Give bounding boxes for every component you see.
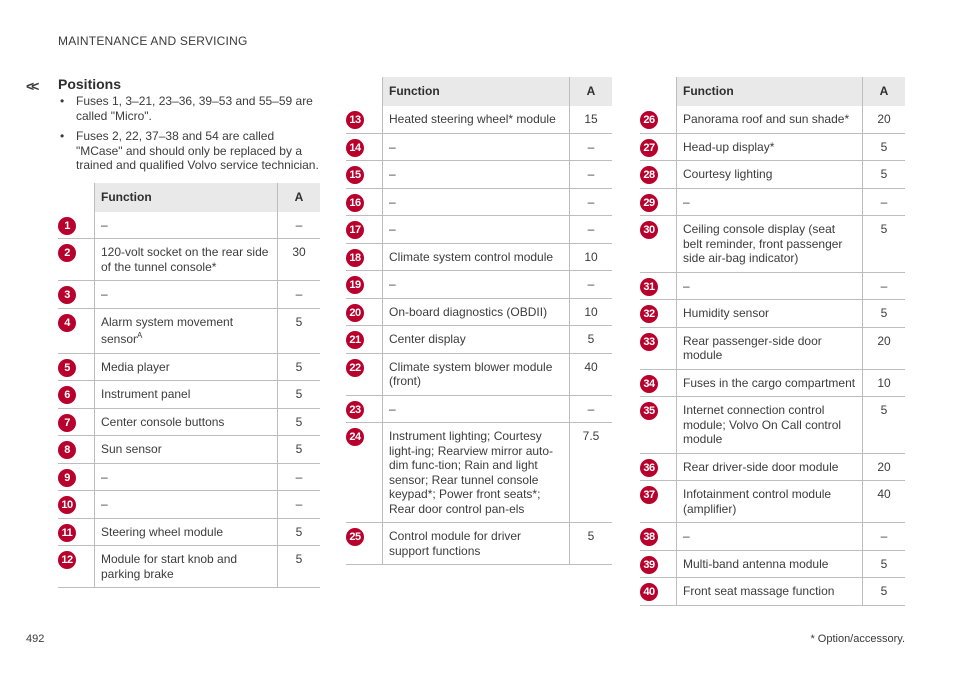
fuse-number-badge-icon: 17 [346, 221, 364, 239]
positions-bullets [58, 94, 320, 173]
function-text: Center console buttons [101, 414, 225, 429]
fuse-number-cell [640, 188, 677, 216]
amperage-cell: – [570, 271, 613, 299]
function-cell [677, 188, 863, 216]
fuse-number-cell [58, 353, 95, 381]
amperage-cell: 5 [570, 326, 613, 354]
function-text: Internet connection control module; Volvo On Call control module [683, 403, 842, 446]
fuse-number-cell [58, 491, 95, 519]
function-text: Heated steering wheel* module [389, 112, 556, 126]
function-text: Climate system control module [389, 249, 554, 264]
amperage-cell: 10 [570, 298, 613, 326]
function-cell [383, 133, 570, 161]
table-row [640, 397, 905, 454]
fuse-number-badge-icon: 33 [640, 333, 658, 351]
table-row [58, 463, 320, 491]
function-cell [95, 463, 278, 491]
bullet-item: • Fuses 2, 22, 37–38 and 54 are called "MCase" and should only be replaced by a trained and qualified Volvo service technician. [60, 129, 319, 172]
function-cell [383, 188, 570, 216]
fuse-number-badge-icon: 40 [640, 583, 658, 601]
table-row [640, 453, 905, 481]
amp-header: A [863, 77, 906, 106]
table-row [640, 216, 905, 273]
table-row [346, 161, 612, 189]
footnote: * Option/accessory. [810, 633, 905, 645]
function-cell [383, 298, 570, 326]
function-text: Rear driver-side door module [683, 459, 839, 474]
function-text: Rear passenger-side door module [683, 333, 822, 362]
table-row [58, 546, 320, 588]
bullet-icon: • [60, 129, 65, 143]
table-row [346, 216, 612, 244]
table-row [58, 353, 320, 381]
table-row [58, 239, 320, 281]
table-row [640, 161, 905, 189]
fuse-number-cell [640, 327, 677, 369]
amperage-cell: 40 [863, 481, 906, 523]
function-text: Head-up display* [683, 139, 775, 154]
column-3 [640, 77, 905, 606]
function-cell [383, 106, 570, 133]
function-text: – [101, 287, 108, 301]
function-header: Function [677, 77, 863, 106]
fuse-number-badge-icon: 36 [640, 459, 658, 477]
function-cell [95, 239, 278, 281]
fuse-number-badge-icon: 19 [346, 276, 364, 294]
function-text: Instrument panel [101, 387, 191, 401]
function-text: – [101, 469, 108, 484]
amperage-cell: 5 [278, 308, 321, 353]
function-text: Center display [389, 332, 466, 346]
function-cell [677, 216, 863, 273]
table-row [58, 281, 320, 309]
fuse-number-cell [58, 436, 95, 464]
function-text: – [101, 217, 108, 232]
fuse-number-badge-icon: 15 [346, 166, 364, 184]
number-header [640, 77, 677, 106]
function-text: Module for start knob and parking brake [101, 552, 238, 581]
function-cell [95, 281, 278, 309]
amperage-cell: – [863, 188, 906, 216]
table-row [346, 523, 612, 565]
amperage-cell: – [570, 216, 613, 244]
fuse-number-badge-icon: 26 [640, 111, 658, 129]
table-row [58, 381, 320, 409]
amperage-cell: 5 [278, 408, 321, 436]
page-number: 492 [26, 633, 45, 645]
table-row [346, 326, 612, 354]
function-text: Media player [101, 359, 170, 374]
fuse-number-badge-icon: 24 [346, 428, 364, 446]
amperage-cell: 5 [278, 381, 321, 409]
function-header: Function [383, 77, 570, 106]
function-cell [677, 523, 863, 551]
function-cell [677, 578, 863, 606]
fuse-number-badge-icon: 20 [346, 304, 364, 322]
function-text: – [389, 277, 396, 291]
fuse-number-badge-icon: 16 [346, 194, 364, 212]
fuse-number-cell [640, 133, 677, 161]
footnote-marker: A [137, 331, 143, 340]
function-text: Steering wheel module [101, 524, 224, 539]
function-cell [677, 327, 863, 369]
fuse-number-cell [346, 298, 383, 326]
function-cell [677, 481, 863, 523]
fuse-number-cell [58, 239, 95, 281]
fuse-number-badge-icon: 18 [346, 249, 364, 267]
function-text: Sun sensor [101, 442, 162, 456]
function-cell [383, 326, 570, 354]
table-row [640, 327, 905, 369]
fuse-number-badge-icon: 31 [640, 278, 658, 296]
fuse-number-badge-icon: 5 [58, 359, 76, 377]
function-text: Fuses in the cargo compartment [683, 375, 856, 390]
table-row [640, 481, 905, 523]
amperage-cell: – [278, 491, 321, 519]
table-row [640, 369, 905, 397]
fuse-number-badge-icon: 34 [640, 375, 658, 393]
fuse-number-cell [346, 395, 383, 423]
fuse-number-cell [346, 243, 383, 271]
fuse-number-badge-icon: 13 [346, 111, 364, 129]
function-text: – [389, 139, 396, 154]
table-row [640, 523, 905, 551]
amperage-cell: – [570, 395, 613, 423]
function-cell [383, 161, 570, 189]
function-cell [383, 523, 570, 565]
table-row [58, 491, 320, 519]
table-row [640, 188, 905, 216]
fuse-number-badge-icon: 11 [58, 524, 76, 542]
bullet-icon: • [60, 94, 65, 108]
function-cell [677, 106, 863, 133]
fuse-number-cell [58, 546, 95, 588]
fuse-number-cell [346, 353, 383, 395]
function-text: Panorama roof and sun shade* [683, 112, 850, 126]
fuse-number-cell [58, 281, 95, 309]
fuse-number-cell [58, 463, 95, 491]
fuse-number-badge-icon: 38 [640, 528, 658, 546]
amperage-cell: 7.5 [570, 423, 613, 523]
fuse-number-cell [58, 408, 95, 436]
fuse-number-cell [346, 106, 383, 133]
amperage-cell: 10 [570, 243, 613, 271]
fuse-number-cell [346, 271, 383, 299]
fuse-number-badge-icon: 30 [640, 221, 658, 239]
function-cell [95, 212, 278, 239]
fuse-number-cell [346, 523, 383, 565]
fuse-number-badge-icon: 23 [346, 401, 364, 419]
function-text: – [101, 497, 108, 511]
function-text: On-board diagnostics (OBDII) [389, 304, 548, 319]
amperage-cell: 15 [570, 106, 613, 133]
fuse-number-cell [58, 381, 95, 409]
fuse-number-cell [58, 308, 95, 353]
amperage-cell: 5 [570, 523, 613, 565]
table-row [58, 212, 320, 239]
fuse-table-2 [346, 77, 612, 565]
fuse-number-cell [346, 326, 383, 354]
amperage-cell: – [278, 212, 321, 239]
fuse-number-badge-icon: 4 [58, 314, 76, 332]
function-cell [383, 216, 570, 244]
fuse-table-3 [640, 77, 905, 606]
amperage-cell: 30 [278, 239, 321, 281]
function-cell [383, 353, 570, 395]
fuse-number-cell [640, 481, 677, 523]
function-header: Function [95, 183, 278, 212]
table-row [640, 106, 905, 133]
fuse-number-cell [640, 578, 677, 606]
function-cell [677, 133, 863, 161]
amperage-cell: 5 [278, 518, 321, 546]
table-row [346, 133, 612, 161]
fuse-number-cell [640, 216, 677, 273]
amperage-cell: – [278, 463, 321, 491]
table-row [58, 518, 320, 546]
fuse-number-badge-icon: 28 [640, 166, 658, 184]
function-cell [95, 381, 278, 409]
fuse-number-cell [640, 369, 677, 397]
fuse-number-cell [346, 188, 383, 216]
amperage-cell: 5 [863, 161, 906, 189]
function-cell [677, 397, 863, 454]
fuse-number-cell [346, 216, 383, 244]
fuse-number-cell [640, 453, 677, 481]
fuse-number-cell [346, 133, 383, 161]
table-row [58, 408, 320, 436]
amperage-cell: 5 [863, 397, 906, 454]
amperage-cell: – [570, 133, 613, 161]
table-row [346, 298, 612, 326]
fuse-number-cell [640, 272, 677, 300]
function-cell [95, 546, 278, 588]
amperage-cell: 5 [863, 216, 906, 273]
fuse-number-badge-icon: 12 [58, 551, 76, 569]
fuse-number-cell [640, 523, 677, 551]
fuse-number-badge-icon: 10 [58, 496, 76, 514]
function-cell [677, 550, 863, 578]
fuse-number-badge-icon: 9 [58, 469, 76, 487]
table-row [640, 550, 905, 578]
amperage-cell: 5 [863, 133, 906, 161]
fuse-number-badge-icon: 14 [346, 139, 364, 157]
function-cell [677, 453, 863, 481]
amp-header: A [278, 183, 321, 212]
amperage-cell: 5 [278, 436, 321, 464]
number-header [58, 183, 95, 212]
function-text: Courtesy lighting [683, 167, 773, 181]
function-text: – [389, 167, 396, 181]
back-chevron-icon[interactable]: << [26, 78, 37, 94]
fuse-number-badge-icon: 1 [58, 217, 76, 235]
positions-title: Positions [58, 76, 122, 92]
table-row [346, 271, 612, 299]
function-text: Climate system blower module (front) [389, 359, 553, 388]
amperage-cell: – [570, 161, 613, 189]
fuse-number-cell [640, 397, 677, 454]
table-row [58, 436, 320, 464]
function-cell [677, 369, 863, 397]
amperage-cell: 10 [863, 369, 906, 397]
table-row [640, 300, 905, 328]
amperage-cell: 5 [278, 353, 321, 381]
function-text: Humidity sensor [683, 306, 770, 320]
function-text: Front seat massage function [683, 584, 835, 598]
function-cell [677, 300, 863, 328]
fuse-number-badge-icon: 25 [346, 528, 364, 546]
amperage-cell: 5 [863, 300, 906, 328]
amperage-cell: – [863, 523, 906, 551]
function-text: Multi-band antenna module [683, 556, 829, 571]
fuse-number-badge-icon: 6 [58, 386, 76, 404]
function-cell [95, 436, 278, 464]
amperage-cell: 20 [863, 327, 906, 369]
function-cell [383, 423, 570, 523]
fuse-number-badge-icon: 32 [640, 305, 658, 323]
function-text: Ceiling console display (seat belt reminder, front passenger side air-bag indicator) [683, 222, 843, 265]
table-row [346, 106, 612, 133]
function-text: Instrument lighting; Courtesy light-ing; Rearview mirror auto-dim func-tion; Rain and light sensor; Rear tunnel console keypad*; Power front seats*; Rear door control pan-els [389, 429, 554, 516]
amperage-cell: 40 [570, 353, 613, 395]
section-header: MAINTENANCE AND SERVICING [58, 34, 248, 48]
function-text: – [389, 194, 396, 209]
amperage-cell: – [863, 272, 906, 300]
fuse-number-badge-icon: 21 [346, 331, 364, 349]
amperage-cell: – [278, 281, 321, 309]
table-row [346, 243, 612, 271]
function-cell [95, 491, 278, 519]
fuse-number-badge-icon: 7 [58, 414, 76, 432]
number-header [346, 77, 383, 106]
table-row [346, 423, 612, 523]
fuse-number-badge-icon: 3 [58, 286, 76, 304]
fuse-number-cell [346, 423, 383, 523]
column-2 [346, 77, 612, 565]
function-cell [677, 161, 863, 189]
fuse-number-badge-icon: 8 [58, 441, 76, 459]
function-text: – [389, 222, 396, 236]
fuse-table-1 [58, 183, 320, 589]
function-text: – [389, 401, 396, 416]
fuse-number-cell [640, 550, 677, 578]
amperage-cell: 20 [863, 453, 906, 481]
amperage-cell: 20 [863, 106, 906, 133]
function-text: Alarm system movement sensor [101, 314, 234, 346]
fuse-number-badge-icon: 29 [640, 194, 658, 212]
amperage-cell: 5 [863, 578, 906, 606]
function-text: Control module for driver support functions [389, 529, 522, 558]
fuse-number-badge-icon: 39 [640, 556, 658, 574]
bullet-item: • Fuses 1, 3–21, 23–36, 39–53 and 55–59 are called "Micro". [60, 94, 313, 123]
function-text: 120-volt socket on the rear side of the tunnel console* [101, 245, 269, 274]
function-cell [95, 308, 278, 353]
fuse-number-cell [640, 161, 677, 189]
function-text: – [683, 194, 690, 209]
fuse-number-cell [58, 212, 95, 239]
table-row [346, 188, 612, 216]
fuse-number-badge-icon: 35 [640, 402, 658, 420]
function-cell [95, 408, 278, 436]
function-cell [95, 518, 278, 546]
amperage-cell: 5 [278, 546, 321, 588]
function-text: – [683, 278, 690, 293]
fuse-number-cell [346, 161, 383, 189]
amperage-cell: – [570, 188, 613, 216]
fuse-number-badge-icon: 27 [640, 139, 658, 157]
fuse-number-cell [640, 300, 677, 328]
function-cell [677, 272, 863, 300]
function-text: Infotainment control module (amplifier) [683, 487, 832, 516]
amp-header: A [570, 77, 613, 106]
table-row [58, 308, 320, 353]
fuse-number-badge-icon: 37 [640, 486, 658, 504]
table-row [640, 272, 905, 300]
table-row [346, 353, 612, 395]
function-cell [383, 271, 570, 299]
fuse-number-cell [58, 518, 95, 546]
fuse-number-badge-icon: 22 [346, 359, 364, 377]
table-row [640, 133, 905, 161]
function-cell [383, 243, 570, 271]
amperage-cell: 5 [863, 550, 906, 578]
column-1 [58, 76, 320, 588]
table-row [346, 395, 612, 423]
function-cell [383, 395, 570, 423]
table-row [640, 578, 905, 606]
fuse-number-cell [640, 106, 677, 133]
function-cell [95, 353, 278, 381]
fuse-number-badge-icon: 2 [58, 244, 76, 262]
function-text: – [683, 529, 690, 543]
